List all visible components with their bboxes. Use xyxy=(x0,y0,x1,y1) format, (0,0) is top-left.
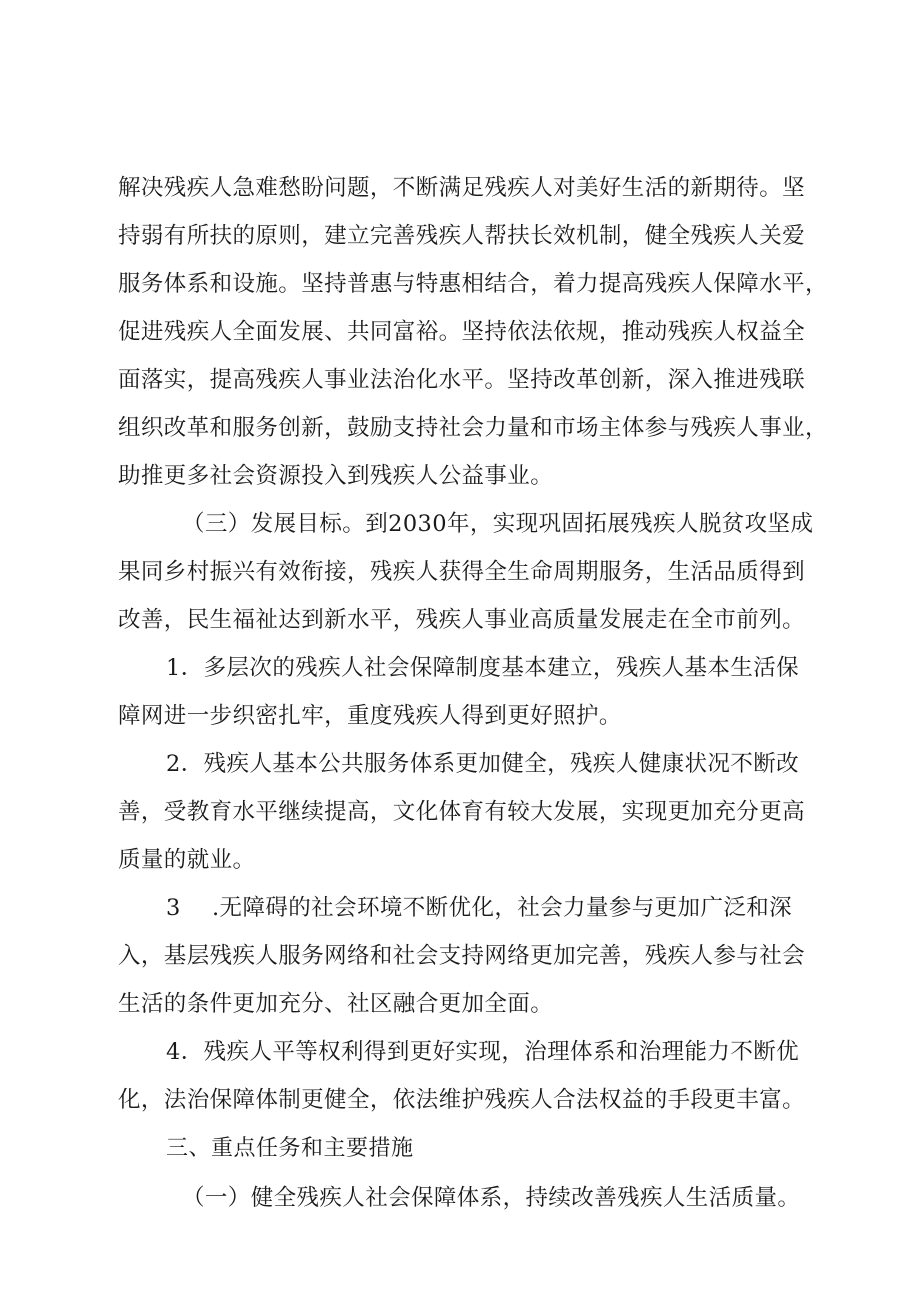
section-goal-heading: （三）发展目标。到2030年，实现巩固拓展残疾人脱贫攻坚成 xyxy=(182,511,814,537)
text-line: 生活的条件更加充分、社区融合更加全面。 xyxy=(118,991,554,1017)
text-line: 善，受教育水平继续提高，文化体育有较大发展，实现更加充分更高 xyxy=(118,799,806,825)
list-item-3 xyxy=(166,890,792,922)
text-line: 促进残疾人全面发展、共同富裕。坚持依法依规，推动残疾人权益全 xyxy=(118,319,806,345)
subsection-heading: （一）健全残疾人社会保障体系，持续改善残疾人生活质量。 xyxy=(182,1185,801,1211)
text-line: 改善，民生福祉达到新水平，残疾人事业高质量发展走在全市前列。 xyxy=(118,607,806,633)
text-line: 质量的就业。 xyxy=(118,847,256,873)
list-text: .无障碍的社会环境不断优化，社会力量参与更加广泛和深 xyxy=(212,895,793,921)
list-item-4: 4．残疾人平等权利得到更好实现，治理体系和治理能力不断优 xyxy=(166,1039,800,1065)
text-line: 入，基层残疾人服务网络和社会支持网络更加完善，残疾人参与社会 xyxy=(118,943,806,969)
text-line: 组织改革和服务创新，鼓励支持社会力量和市场主体参与残疾人事业， xyxy=(118,415,828,441)
list-item-2: 2．残疾人基本公共服务体系更加健全，残疾人健康状况不断改 xyxy=(166,751,800,777)
text-line: 障网进一步织密扎牢，重度残疾人得到更好照护。 xyxy=(118,703,622,729)
text-line: 服务体系和设施。坚持普惠与特惠相结合，着力提高残疾人保障水平， xyxy=(118,271,828,297)
list-item-1: 1．多层次的残疾人社会保障制度基本建立，残疾人基本生活保 xyxy=(166,655,800,681)
text-line: 解决残疾人急难愁盼问题，不断满足残疾人对美好生活的新期待。坚 xyxy=(118,175,806,201)
text-line: 化，法治保障体制更健全，依法维护残疾人合法权益的手段更丰富。 xyxy=(118,1087,806,1113)
text-line: 助推更多社会资源投入到残疾人公益事业。 xyxy=(118,463,554,489)
text-line: 持弱有所扶的原则，建立完善残疾人帮扶长效机制，健全残疾人关爱 xyxy=(118,223,806,249)
list-number: 3 xyxy=(166,895,181,921)
text-line: 面落实，提高残疾人事业法治化水平。坚持改革创新，深入推进残联 xyxy=(118,367,806,393)
section-three-heading: 三、重点任务和主要措施 xyxy=(166,1136,414,1161)
text-line: 果同乡村振兴有效衔接，残疾人获得全生命周期服务，生活品质得到 xyxy=(118,559,806,585)
